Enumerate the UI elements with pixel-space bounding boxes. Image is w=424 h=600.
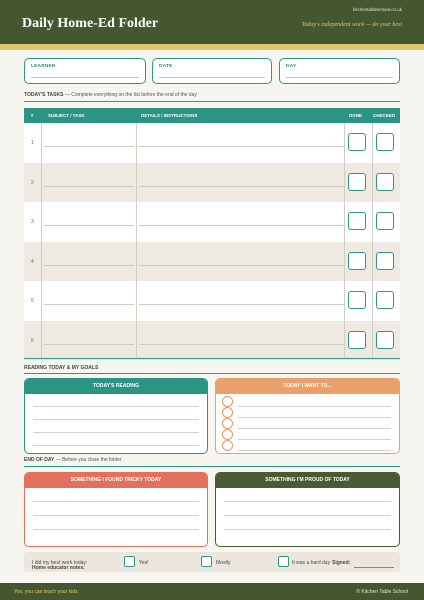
writing-line	[33, 501, 199, 502]
tricky-panel[interactable]	[24, 472, 208, 547]
mostly-label: Mostly	[216, 560, 231, 566]
date-line	[159, 77, 265, 78]
mostly-checkbox[interactable]	[201, 556, 212, 567]
checked-checkbox[interactable]	[376, 212, 394, 230]
goal-bullet-icon[interactable]	[222, 418, 233, 429]
educator-notes-label: Home educator notes:	[32, 565, 85, 571]
details-line[interactable]	[139, 146, 344, 147]
date-label: DATE	[159, 64, 173, 69]
day-label: DAY	[286, 64, 297, 69]
tasks-subtitle: — Complete everything on the list before the end of the day	[64, 92, 197, 98]
learner-line	[31, 77, 139, 78]
page-title: Daily Home-Ed Folder	[22, 16, 159, 31]
writing-line	[238, 417, 391, 418]
footer-copyright: © Kitchen Table School	[356, 589, 408, 595]
row-number: 6	[31, 337, 34, 344]
hard-day-checkbox[interactable]	[278, 556, 289, 567]
hard-day-label: It was a hard day	[292, 560, 331, 566]
proud-header: SOMETHING I'M PROUD OF TODAY	[216, 473, 399, 488]
checked-checkbox[interactable]	[376, 173, 394, 191]
done-checkbox[interactable]	[348, 252, 366, 270]
checked-checkbox[interactable]	[376, 291, 394, 309]
tasks-table-header	[24, 108, 400, 123]
writing-line	[238, 450, 391, 451]
todays-reading-header: TODAY'S READING	[25, 379, 207, 394]
done-checkbox[interactable]	[348, 173, 366, 191]
writing-line	[238, 439, 391, 440]
learner-field[interactable]	[24, 58, 146, 84]
row-number: 1	[31, 140, 34, 146]
tasks-bottom-rule	[24, 358, 400, 359]
writing-line	[33, 515, 199, 516]
subject-line[interactable]	[44, 225, 134, 226]
day-line	[286, 77, 393, 78]
self-check-row	[24, 552, 400, 572]
proud-panel[interactable]	[215, 472, 400, 547]
best-work-prompt: I did my best work today:	[32, 560, 88, 566]
end-of-day-rule	[24, 466, 400, 467]
goal-bullet-icon[interactable]	[222, 440, 233, 451]
signed-label: Signed:	[332, 560, 351, 566]
subject-line[interactable]	[44, 186, 134, 187]
tricky-header: SOMETHING I FOUND TRICKY TODAY	[25, 473, 207, 488]
reading-rule	[24, 373, 400, 374]
tasks-title: TODAY'S TASKS	[24, 92, 64, 98]
page-header	[0, 0, 424, 44]
tagline: Today's independent work — do your best	[301, 22, 402, 28]
header-accent-band	[0, 44, 424, 50]
checked-checkbox[interactable]	[376, 331, 394, 349]
date-field[interactable]	[152, 58, 272, 84]
writing-line	[238, 406, 391, 407]
details-line[interactable]	[139, 186, 344, 187]
end-of-day-subtitle: — Before you close the folder	[55, 457, 122, 463]
tasks-rule	[24, 101, 400, 102]
done-checkbox[interactable]	[348, 212, 366, 230]
details-line[interactable]	[139, 344, 344, 345]
reading-section-title: READING TODAY & MY GOALS	[24, 365, 99, 371]
today-i-want-to-header: TODAY I WANT TO...	[216, 379, 399, 394]
row-number: 3	[31, 219, 34, 225]
goal-bullet-icon[interactable]	[222, 429, 233, 440]
learner-label: LEARNER	[31, 64, 56, 69]
signature-line[interactable]	[354, 567, 394, 568]
writing-line	[33, 529, 199, 530]
column-divider	[344, 123, 345, 358]
writing-line	[224, 529, 391, 530]
footer-slogan: Yes, you can teach your kids.	[14, 589, 79, 595]
checked-checkbox[interactable]	[376, 133, 394, 151]
goal-bullet-icon[interactable]	[222, 407, 233, 418]
tasks-section-title	[24, 92, 197, 98]
col-checked: CHECKED	[373, 113, 396, 118]
site-url: kitchentableschool.co.uk	[352, 7, 402, 12]
col-done: DONE	[349, 113, 363, 118]
details-line[interactable]	[139, 265, 344, 266]
column-divider	[372, 123, 373, 358]
yes-checkbox[interactable]	[124, 556, 135, 567]
writing-line	[33, 419, 199, 420]
writing-line	[224, 515, 391, 516]
day-field[interactable]	[279, 58, 400, 84]
end-of-day-title: END OF DAY	[24, 457, 55, 463]
done-checkbox[interactable]	[348, 331, 366, 349]
col-details: DETAILS / INSTRUCTIONS	[141, 113, 198, 118]
checked-checkbox[interactable]	[376, 252, 394, 270]
page-footer	[0, 583, 424, 600]
writing-line	[238, 428, 391, 429]
done-checkbox[interactable]	[348, 291, 366, 309]
today-i-want-to-panel[interactable]	[215, 378, 400, 454]
writing-line	[33, 445, 199, 446]
column-divider	[41, 123, 42, 358]
subject-line[interactable]	[44, 265, 134, 266]
yes-label: Yes!	[139, 560, 149, 566]
row-number: 2	[31, 179, 34, 186]
col-subject: SUBJECT / TASK	[48, 113, 85, 118]
row-number: 4	[31, 258, 34, 265]
details-line[interactable]	[139, 225, 344, 226]
writing-line	[224, 501, 391, 502]
subject-line[interactable]	[44, 146, 134, 147]
row-number: 5	[31, 298, 34, 304]
column-divider	[136, 123, 137, 358]
end-of-day-section-title	[24, 457, 122, 463]
subject-line[interactable]	[44, 304, 134, 305]
done-checkbox[interactable]	[348, 133, 366, 151]
writing-line	[33, 406, 199, 407]
col-num: #	[31, 113, 34, 118]
writing-line	[33, 432, 199, 433]
details-line[interactable]	[139, 304, 344, 305]
goal-bullet-icon[interactable]	[222, 396, 233, 407]
todays-reading-panel[interactable]	[24, 378, 208, 454]
subject-line[interactable]	[44, 344, 134, 345]
